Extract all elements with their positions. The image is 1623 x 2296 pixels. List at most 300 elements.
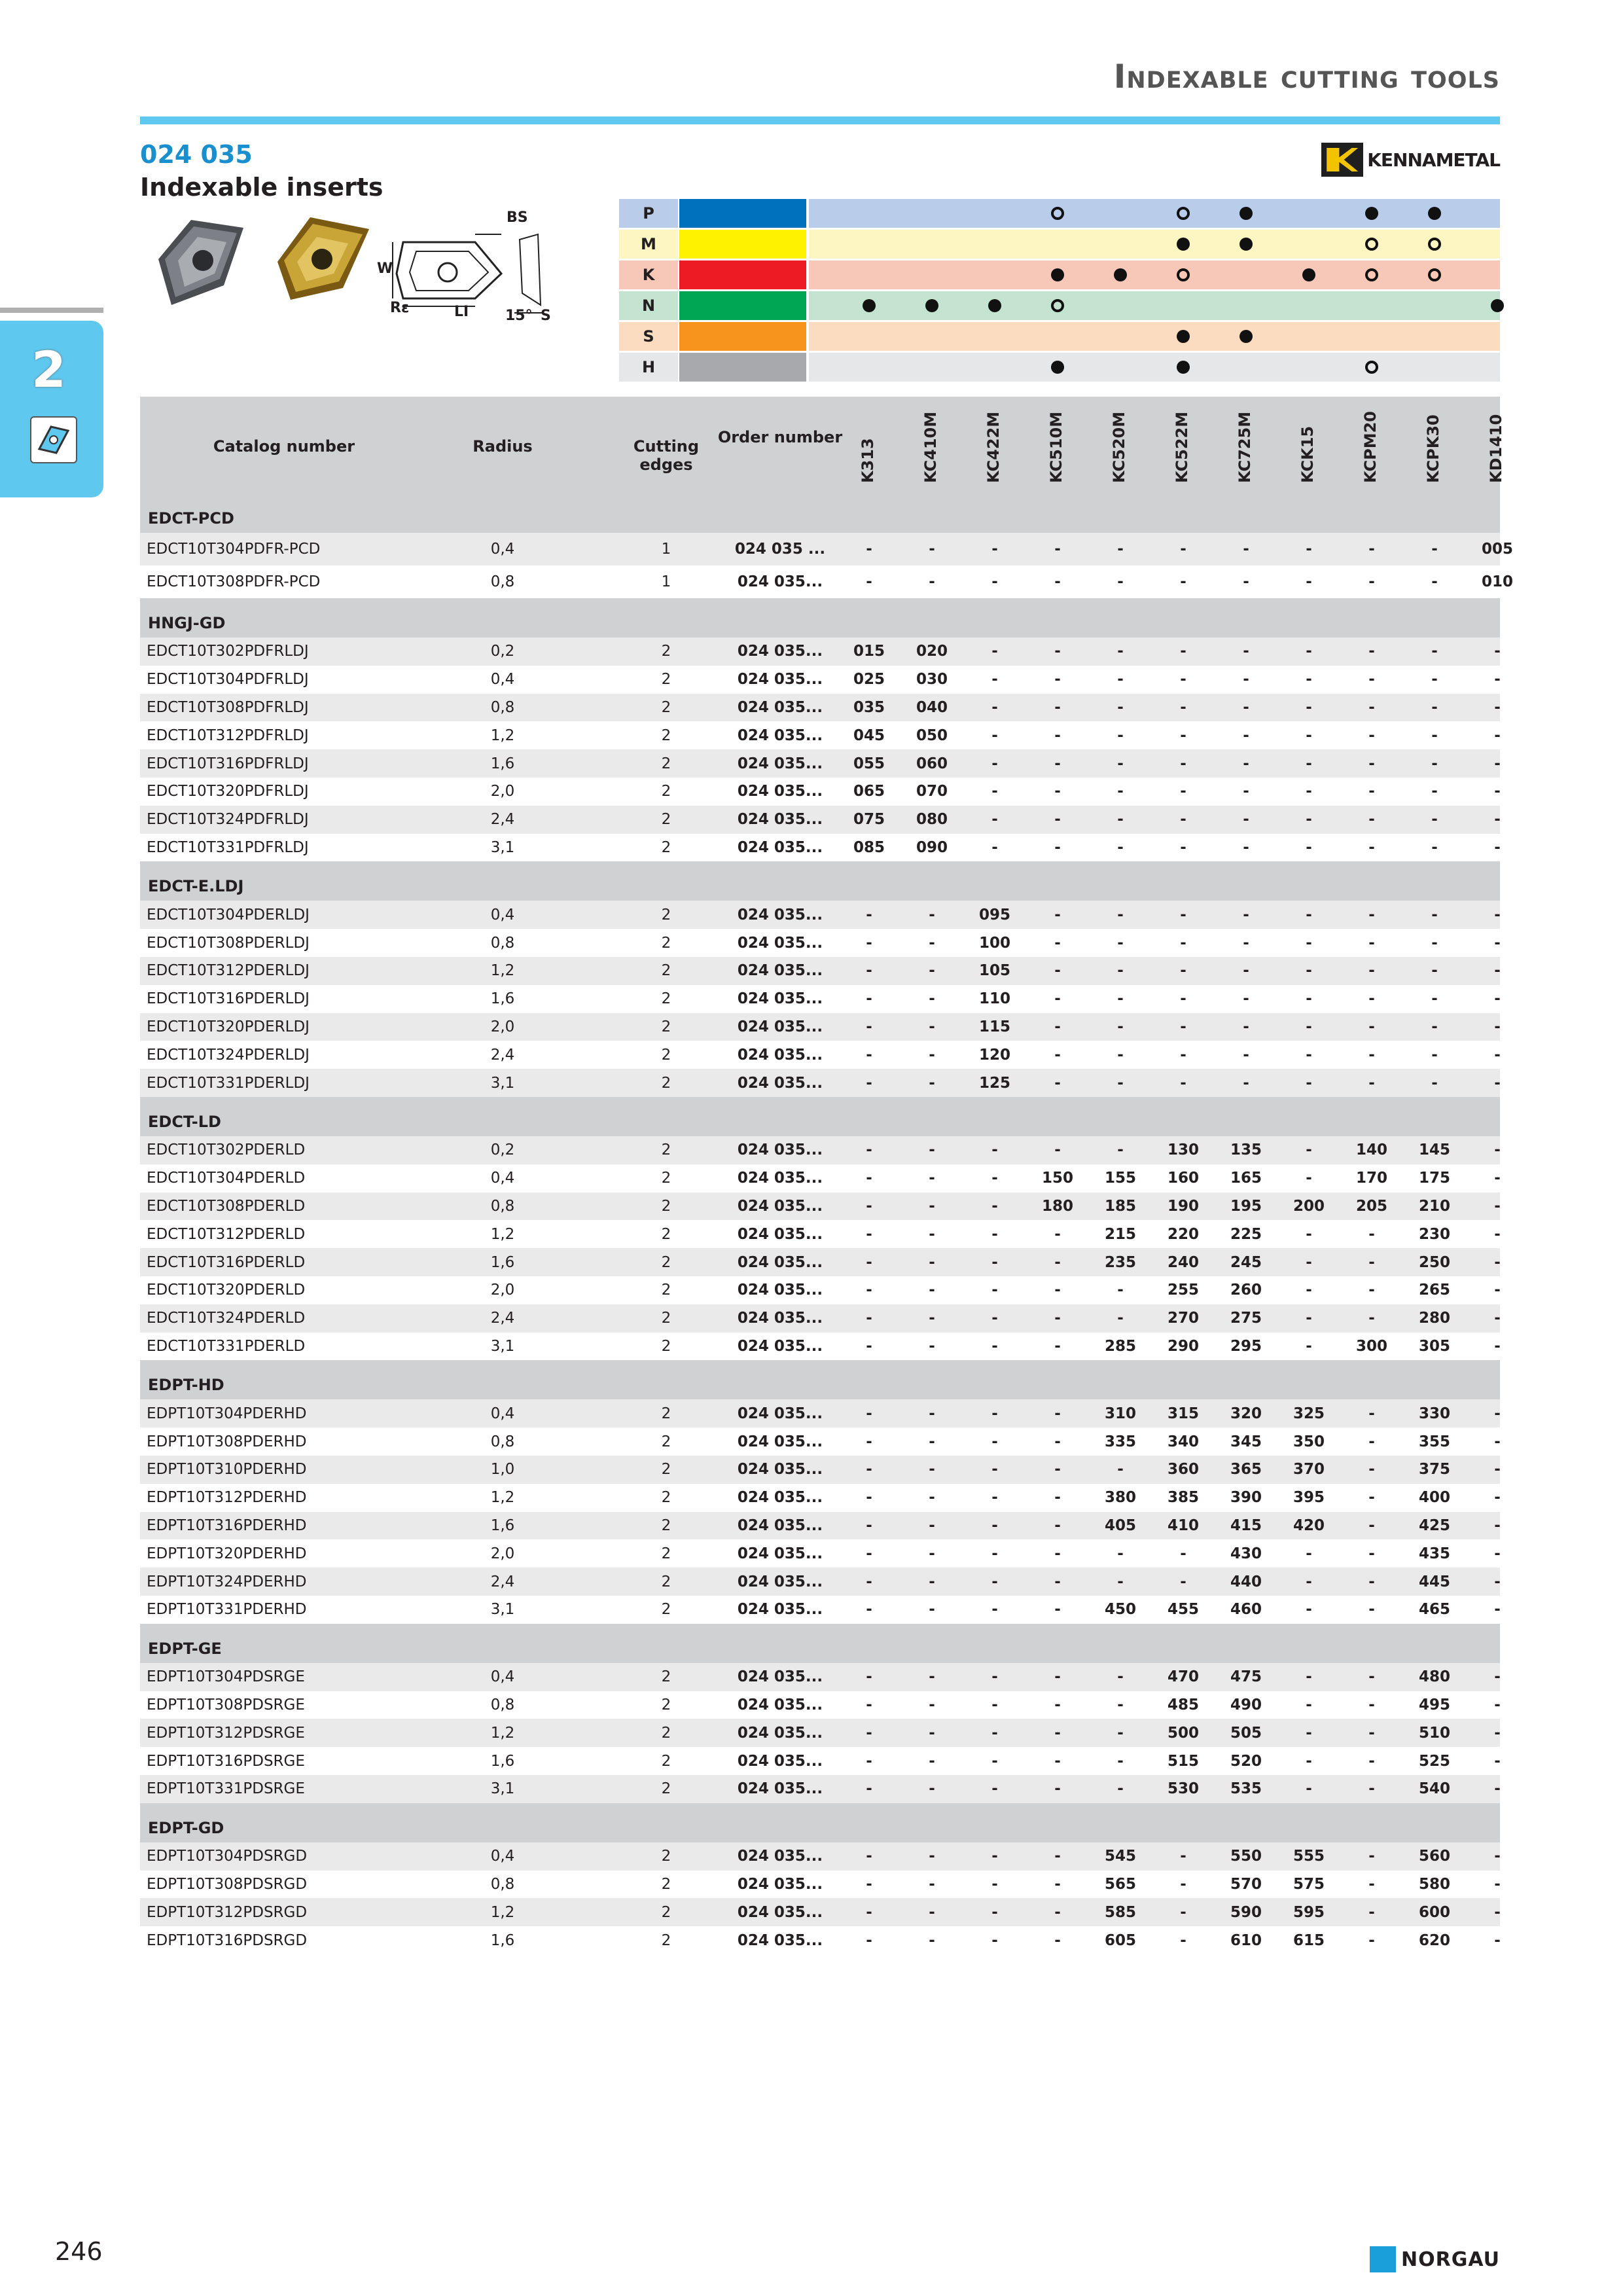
grade-cell-kd1410: - (1494, 990, 1501, 1008)
grade-cell-kc520m: 215 (1104, 1225, 1136, 1243)
table-row[interactable] (140, 806, 1500, 834)
order-number-cell: 024 035... (737, 1405, 823, 1422)
grade-cell-kc510m: - (1054, 755, 1061, 772)
order-number-cell: 024 035... (737, 726, 823, 744)
grade-cell-kc520m: - (1117, 1696, 1124, 1713)
grade-cell-kcpk30: 480 (1418, 1668, 1450, 1686)
grade-cell-kcpk30: 265 (1418, 1282, 1450, 1299)
open-circle-icon (1177, 207, 1190, 220)
cutting-edges-cell: 2 (661, 934, 671, 952)
grade-cell-kc725m: 505 (1230, 1724, 1262, 1742)
table-row[interactable] (140, 1926, 1500, 1954)
grade-cell-kck15: - (1306, 1337, 1312, 1355)
grade-cell-kc422m: - (991, 1197, 998, 1215)
material-band (809, 353, 1500, 382)
cutting-edges-cell: 1 (661, 541, 671, 558)
grade-cell-kc520m: 405 (1104, 1516, 1136, 1534)
grade-cell-kc522m: - (1180, 811, 1186, 829)
grade-cell-kc510m: - (1054, 811, 1061, 829)
grade-cell-kck15: - (1306, 1253, 1312, 1271)
table-row[interactable] (140, 1719, 1500, 1747)
grade-cell-kc520m: - (1117, 1141, 1124, 1159)
table-row[interactable] (140, 834, 1500, 862)
grade-cell-kc422m: - (991, 1170, 998, 1187)
order-number-cell: 024 035... (737, 1848, 823, 1865)
catalog-number-cell: EDCT10T331PDFRLDJ (147, 838, 309, 856)
order-number-cell: 024 035... (737, 1433, 823, 1450)
grade-cell-kd1410: - (1494, 1545, 1501, 1562)
order-number-cell: 024 035... (737, 1018, 823, 1035)
grade-cell-k313: - (866, 573, 872, 590)
table-row[interactable] (140, 1220, 1500, 1248)
grade-cell-kcpk30: - (1431, 990, 1438, 1008)
radius-cell: 0,4 (490, 1848, 515, 1865)
table-row[interactable] (140, 533, 1513, 565)
cutting-edges-cell: 2 (661, 698, 671, 716)
table-row[interactable] (140, 1539, 1500, 1568)
group-header (140, 1624, 1500, 1663)
grade-cell-kcpk30: - (1431, 755, 1438, 772)
header-order-number: Order number (717, 428, 843, 446)
catalog-number-cell: EDCT10T320PDERLDJ (147, 1018, 310, 1035)
grade-cell-kc510m: - (1054, 906, 1061, 924)
grade-cell-kck15: - (1306, 1141, 1312, 1159)
material-band (809, 230, 1500, 259)
insert-dimension-drawing (377, 208, 567, 329)
material-color-swatch (679, 322, 806, 351)
table-row[interactable] (140, 1898, 1500, 1926)
grade-cell-kc522m: - (1180, 1074, 1186, 1092)
grade-cell-kc725m: 490 (1230, 1696, 1262, 1713)
grade-cell-kc520m: - (1117, 1668, 1124, 1686)
grade-cell-kc410m: - (929, 1046, 935, 1064)
grade-cell-kcpm20: 140 (1355, 1141, 1387, 1159)
grade-cell-kcpk30: 305 (1418, 1337, 1450, 1355)
grade-cell-kc522m: - (1180, 1573, 1186, 1590)
table-row[interactable] (140, 985, 1500, 1013)
grade-cell-k313: - (866, 1601, 872, 1619)
material-band (809, 260, 1500, 289)
table-row[interactable] (140, 1427, 1500, 1456)
grade-cell-kc422m: - (991, 1545, 998, 1562)
grade-cell-kck15: 370 (1293, 1461, 1325, 1479)
order-number-cell: 024 035... (737, 1461, 823, 1479)
radius-cell: 3,1 (490, 1780, 515, 1798)
table-header (140, 397, 1505, 493)
grade-cell-kck15: - (1306, 1724, 1312, 1742)
radius-cell: 1,2 (490, 1489, 515, 1507)
grade-cell-kck15: - (1306, 962, 1312, 980)
cutting-edges-cell: 2 (661, 1573, 671, 1590)
table-row[interactable] (140, 1333, 1500, 1361)
grade-cell-kc522m: - (1180, 838, 1186, 856)
filled-circle-icon (988, 299, 1001, 312)
open-circle-icon (1051, 207, 1064, 220)
radius-cell: 1,2 (490, 1225, 515, 1243)
table-row[interactable] (140, 1842, 1500, 1871)
grade-cell-kd1410: - (1494, 1931, 1501, 1949)
table-row[interactable] (140, 1041, 1500, 1069)
open-circle-icon (1051, 299, 1064, 312)
radius-cell: 0,4 (490, 541, 515, 558)
grade-cell-kcpk30: - (1431, 541, 1438, 558)
grade-cell-kc520m: - (1117, 811, 1124, 829)
grade-cell-kc410m: - (929, 1310, 935, 1327)
material-application-table (619, 199, 1500, 384)
order-number-cell: 024 035 ... (734, 541, 826, 558)
filled-circle-icon (1428, 207, 1441, 220)
grade-cell-kck15: 420 (1293, 1516, 1325, 1534)
table-row[interactable] (140, 1013, 1500, 1041)
grade-cell-k313: - (866, 1253, 872, 1271)
order-number-cell: 024 035... (737, 1724, 823, 1742)
catalog-number-cell: EDPT10T308PDSRGD (147, 1875, 308, 1893)
group-name: EDPT-HD (148, 1376, 224, 1395)
grade-cell-kc410m: - (929, 962, 935, 980)
grade-cell-kc422m: - (991, 1752, 998, 1770)
grade-cell-kd1410: - (1494, 1724, 1501, 1742)
catalog-number-cell: EDPT10T304PDSRGD (147, 1848, 308, 1865)
grade-cell-kcpm20: - (1368, 1489, 1375, 1507)
kennametal-k-icon (1321, 143, 1363, 177)
grade-cell-kcpm20: - (1368, 1696, 1375, 1713)
grade-header-kc510m: KC510M (1047, 411, 1065, 483)
grade-cell-kc422m: - (991, 1875, 998, 1893)
table-row[interactable] (140, 1193, 1500, 1221)
radius-cell: 2,0 (490, 783, 515, 800)
radius-cell: 1,2 (490, 962, 515, 980)
grade-cell-kc410m: 060 (916, 755, 948, 772)
group-header (140, 1097, 1500, 1136)
table-row[interactable] (140, 749, 1500, 778)
grade-cell-kd1410: 010 (1481, 573, 1513, 590)
table-row[interactable] (140, 565, 1513, 598)
grade-cell-kck15: - (1306, 573, 1312, 590)
cutting-edges-cell: 1 (661, 573, 671, 590)
material-band (809, 199, 1500, 228)
grade-cell-kck15: - (1306, 1074, 1312, 1092)
catalog-number-cell: EDCT10T304PDFRLDJ (147, 671, 309, 689)
table-row[interactable] (140, 929, 1500, 957)
grade-cell-kc422m: - (991, 698, 998, 716)
catalog-number-cell: EDCT10T308PDFR-PCD (147, 573, 321, 590)
grade-cell-kc520m: - (1117, 573, 1124, 590)
grade-cell-kcpm20: - (1368, 1780, 1375, 1798)
grade-cell-kc410m: 090 (916, 838, 948, 856)
table-row[interactable] (140, 666, 1500, 694)
cutting-edges-cell: 2 (661, 1310, 671, 1327)
grade-cell-kc725m: - (1243, 698, 1249, 716)
cutting-edges-cell: 2 (661, 1545, 671, 1562)
group-header (140, 598, 1500, 637)
group-name: EDCT-E.LDJ (148, 877, 244, 896)
radius-cell: 0,4 (490, 1405, 515, 1422)
order-number-cell: 024 035... (737, 1903, 823, 1921)
grade-cell-kck15: 350 (1293, 1433, 1325, 1450)
cutting-edges-cell: 2 (661, 1668, 671, 1686)
grade-cell-kcpm20: - (1368, 1433, 1375, 1450)
grade-header-kc520m: KC520M (1110, 411, 1128, 483)
grade-cell-kc410m: - (929, 1489, 935, 1507)
grade-cell-kc410m: - (929, 1903, 935, 1921)
grade-cell-k313: 025 (853, 671, 885, 689)
group-header (140, 861, 1500, 901)
table-row[interactable] (140, 1512, 1500, 1540)
grade-cell-kcpm20: - (1368, 1601, 1375, 1619)
grade-cell-kc520m: - (1117, 541, 1124, 558)
grade-cell-kc725m: - (1243, 643, 1249, 660)
grade-cell-kcpk30: - (1431, 726, 1438, 744)
grade-cell-kc422m: - (991, 1461, 998, 1479)
grade-cell-kc520m: 380 (1104, 1489, 1136, 1507)
table-row[interactable] (140, 1596, 1500, 1624)
grade-cell-kc522m: - (1180, 671, 1186, 689)
page-number: 246 (55, 2237, 103, 2266)
cutting-edges-cell: 2 (661, 1696, 671, 1713)
header-cutting-edges: Cutting edges (633, 437, 700, 474)
grade-cell-kc522m: - (1180, 1903, 1186, 1921)
table-row[interactable] (140, 1747, 1500, 1775)
grade-cell-kc522m: - (1180, 643, 1186, 660)
catalog-number-cell: EDCT10T302PDFRLDJ (147, 643, 309, 660)
cutting-edges-cell: 2 (661, 990, 671, 1008)
grade-cell-kc522m: 470 (1167, 1668, 1199, 1686)
grade-cell-kc522m: 340 (1167, 1433, 1199, 1450)
grade-cell-kc510m: - (1054, 1405, 1061, 1422)
grade-cell-kc522m: 270 (1167, 1310, 1199, 1327)
grade-cell-kc510m: - (1054, 1141, 1061, 1159)
grade-cell-kd1410: - (1494, 671, 1501, 689)
catalog-number-cell: EDCT10T331PDERLD (147, 1337, 306, 1355)
cutting-edges-cell: 2 (661, 1875, 671, 1893)
order-number-cell: 024 035... (737, 1310, 823, 1327)
grade-cell-kc725m: 345 (1230, 1433, 1262, 1450)
catalog-number-cell: EDPT10T320PDERHD (147, 1545, 307, 1562)
grade-cell-kc522m: 255 (1167, 1282, 1199, 1299)
table-row[interactable] (140, 1276, 1500, 1304)
grade-cell-k313: - (866, 1337, 872, 1355)
table-row[interactable] (140, 1568, 1500, 1596)
grade-cell-kc725m: 295 (1230, 1337, 1262, 1355)
page-header-title: Indexable cutting tools (1113, 58, 1500, 96)
grade-cell-kc510m: - (1054, 1875, 1061, 1893)
grade-cell-kc510m: - (1054, 573, 1061, 590)
radius-cell: 0,8 (490, 1875, 515, 1893)
cutting-edges-cell: 2 (661, 906, 671, 924)
cutting-edges-cell: 2 (661, 1405, 671, 1422)
grade-cell-k313: - (866, 1573, 872, 1590)
material-color-swatch (679, 353, 806, 382)
grade-header-kc725m: KC725M (1236, 411, 1254, 483)
grade-cell-kc422m: - (991, 1282, 998, 1299)
grade-cell-kc410m: - (929, 1282, 935, 1299)
radius-cell: 1,6 (490, 1931, 515, 1949)
grade-cell-kc522m: - (1180, 755, 1186, 772)
grade-cell-kc725m: 195 (1230, 1197, 1262, 1215)
grade-cell-k313: - (866, 1903, 872, 1921)
grade-cell-kc422m: - (991, 1337, 998, 1355)
grade-cell-kck15: - (1306, 990, 1312, 1008)
side-tab-rule (0, 308, 103, 313)
grade-cell-kd1410: - (1494, 1225, 1501, 1243)
radius-cell: 2,4 (490, 1573, 515, 1590)
grade-cell-kc510m: 150 (1041, 1170, 1073, 1187)
grade-cell-kc510m: - (1054, 1433, 1061, 1450)
grade-cell-kc520m: 155 (1104, 1170, 1136, 1187)
grade-cell-kd1410: - (1494, 726, 1501, 744)
grade-cell-kc725m: - (1243, 838, 1249, 856)
table-row[interactable] (140, 957, 1500, 985)
grade-cell-kc522m: 160 (1167, 1170, 1199, 1187)
radius-cell: 1,2 (490, 1724, 515, 1742)
grade-cell-kc725m: 390 (1230, 1489, 1262, 1507)
table-row[interactable] (140, 1456, 1500, 1484)
cutting-edges-cell: 2 (661, 1337, 671, 1355)
grade-cell-kc725m: 475 (1230, 1668, 1262, 1686)
grade-cell-kc422m: 105 (978, 962, 1010, 980)
grade-cell-kc520m: - (1117, 934, 1124, 952)
grade-cell-kc520m: 585 (1104, 1903, 1136, 1921)
grade-cell-kc422m: 095 (978, 906, 1010, 924)
grade-cell-kc522m: - (1180, 573, 1186, 590)
grade-cell-kc422m: - (991, 726, 998, 744)
table-row[interactable] (140, 901, 1500, 929)
grade-cell-k313: - (866, 1752, 872, 1770)
grade-cell-kck15: - (1306, 1696, 1312, 1713)
grade-cell-kcpm20: - (1368, 1046, 1375, 1064)
grade-cell-kc510m: - (1054, 671, 1061, 689)
grade-cell-kcpk30: 510 (1418, 1724, 1450, 1742)
grade-cell-kc522m: - (1180, 783, 1186, 800)
grade-cell-kc725m: 440 (1230, 1573, 1262, 1590)
catalog-number-cell: EDCT10T312PDFRLDJ (147, 726, 309, 744)
catalog-number-cell: EDPT10T316PDSRGE (147, 1752, 305, 1770)
grade-cell-kcpk30: - (1431, 811, 1438, 829)
table-row[interactable] (140, 1663, 1500, 1691)
cutting-edges-cell: 2 (661, 1433, 671, 1450)
grade-header-kcpk30: KCPK30 (1424, 414, 1442, 483)
grade-cell-kd1410: - (1494, 934, 1501, 952)
grade-cell-kcpk30: 250 (1418, 1253, 1450, 1271)
grade-cell-kc520m: - (1117, 1752, 1124, 1770)
table-row[interactable] (140, 778, 1500, 806)
grade-cell-kc520m: 450 (1104, 1601, 1136, 1619)
grade-cell-k313: - (866, 1545, 872, 1562)
table-row[interactable] (140, 1164, 1500, 1193)
order-number-cell: 024 035... (737, 1545, 823, 1562)
grade-cell-k313: 065 (853, 783, 885, 800)
grade-cell-kcpm20: - (1368, 1310, 1375, 1327)
catalog-number-cell: EDCT10T304PDERLDJ (147, 906, 310, 924)
grade-cell-k313: 055 (853, 755, 885, 772)
cutting-edges-cell: 2 (661, 1225, 671, 1243)
grade-cell-kd1410: - (1494, 906, 1501, 924)
grade-cell-kck15: 595 (1293, 1903, 1325, 1921)
group-name: EDCT-PCD (148, 509, 234, 528)
table-row[interactable] (140, 721, 1500, 749)
drawing-label-bs: BS (507, 209, 528, 226)
catalog-number-cell: EDPT10T308PDSRGE (147, 1696, 305, 1713)
group-name: EDPT-GD (148, 1818, 224, 1837)
grade-cell-kcpk30: - (1431, 698, 1438, 716)
table-row[interactable] (140, 1069, 1500, 1097)
grade-cell-kc520m: - (1117, 1046, 1124, 1064)
grade-cell-kc510m: - (1054, 783, 1061, 800)
catalog-code: 024 035 (140, 140, 253, 169)
table-row[interactable] (140, 1484, 1500, 1512)
table-row[interactable] (140, 1871, 1500, 1899)
grade-cell-kc520m: 235 (1104, 1253, 1136, 1271)
grade-cell-kc422m: - (991, 1931, 998, 1949)
grade-cell-kck15: - (1306, 755, 1312, 772)
grade-cell-kck15: - (1306, 1282, 1312, 1299)
table-row[interactable] (140, 1399, 1500, 1427)
grade-cell-kc510m: - (1054, 990, 1061, 1008)
grade-cell-kd1410: - (1494, 1489, 1501, 1507)
radius-cell: 1,6 (490, 1752, 515, 1770)
catalog-number-cell: EDPT10T324PDERHD (147, 1573, 307, 1590)
grade-cell-k313: - (866, 1018, 872, 1035)
catalog-number-cell: EDCT10T304PDERLD (147, 1170, 306, 1187)
table-row[interactable] (140, 1691, 1500, 1719)
grade-cell-kc520m: - (1117, 1461, 1124, 1479)
table-row[interactable] (140, 1775, 1500, 1803)
grade-cell-k313: - (866, 1197, 872, 1215)
grade-cell-kc410m: - (929, 1516, 935, 1534)
grade-cell-kck15: - (1306, 783, 1312, 800)
grade-cell-kcpm20: - (1368, 906, 1375, 924)
catalog-number-cell: EDPT10T316PDSRGD (147, 1931, 308, 1949)
table-row[interactable] (140, 637, 1500, 666)
grade-cell-kc522m: 385 (1167, 1489, 1199, 1507)
grade-cell-kc725m: 225 (1230, 1225, 1262, 1243)
grade-cell-kcpk30: 525 (1418, 1752, 1450, 1770)
catalog-number-cell: EDPT10T304PDSRGE (147, 1668, 305, 1686)
table-row[interactable] (140, 1136, 1500, 1164)
grade-cell-kck15: 575 (1293, 1875, 1325, 1893)
grade-cell-kcpm20: - (1368, 1282, 1375, 1299)
grade-cell-kc510m: - (1054, 726, 1061, 744)
grade-cell-kck15: 555 (1293, 1848, 1325, 1865)
grade-cell-kd1410: - (1494, 1752, 1501, 1770)
table-row[interactable] (140, 694, 1500, 722)
grade-cell-kc725m: 430 (1230, 1545, 1262, 1562)
drawing-label-s: S (541, 308, 551, 324)
cutting-edges-cell: 2 (661, 1170, 671, 1187)
insert-photo-carbide (145, 213, 257, 314)
grade-cell-kc725m: 610 (1230, 1931, 1262, 1949)
material-row-s (619, 322, 1500, 351)
grade-cell-kd1410: - (1494, 698, 1501, 716)
order-number-cell: 024 035... (737, 1601, 823, 1619)
table-row[interactable] (140, 1248, 1500, 1276)
material-row-m (619, 230, 1500, 259)
grade-cell-kc410m: 070 (916, 783, 948, 800)
order-number-cell: 024 035... (737, 783, 823, 800)
material-code: P (619, 199, 678, 228)
grade-cell-kck15: - (1306, 1545, 1312, 1562)
cutting-edges-cell: 2 (661, 726, 671, 744)
grade-cell-kc522m: 220 (1167, 1225, 1199, 1243)
grade-cell-kc522m: - (1180, 934, 1186, 952)
grade-cell-kc520m: 310 (1104, 1405, 1136, 1422)
order-number-cell: 024 035... (737, 962, 823, 980)
filled-circle-icon (1365, 207, 1378, 220)
grade-cell-kc410m: - (929, 990, 935, 1008)
material-color-swatch (679, 291, 806, 320)
table-row[interactable] (140, 1304, 1500, 1333)
cutting-edges-cell: 2 (661, 1752, 671, 1770)
